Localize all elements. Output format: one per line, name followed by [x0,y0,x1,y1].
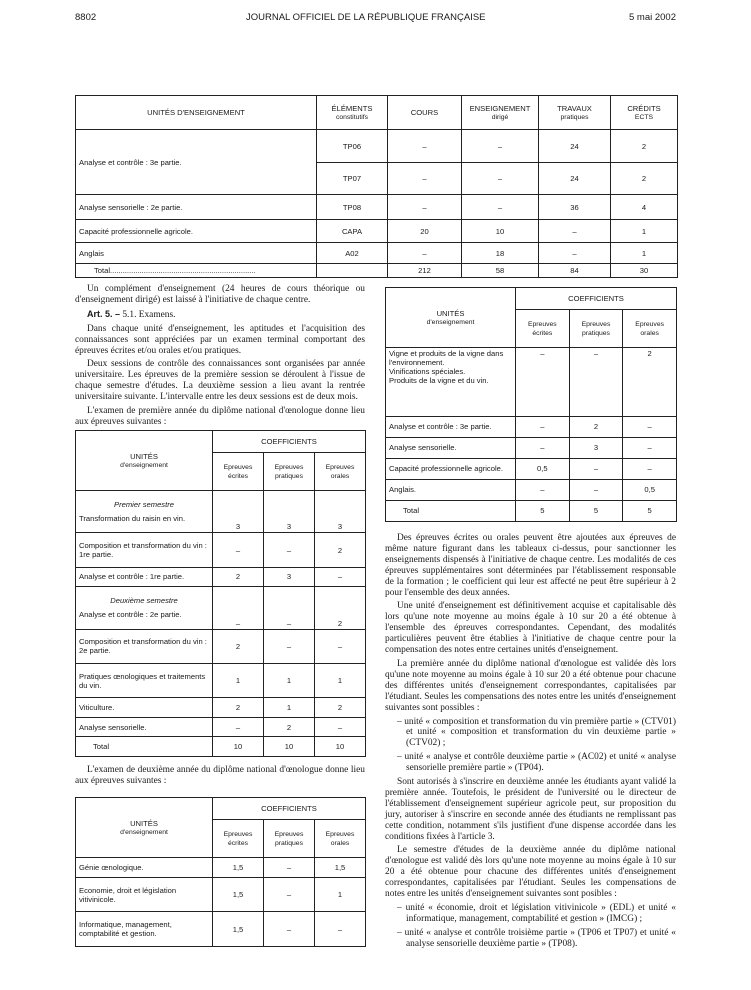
unit-label: Génie œnologique. [79,862,144,872]
table-row [76,130,678,163]
column-header [76,96,317,130]
unit-label: Analyse et contrôle : 3e partie. [389,422,492,432]
cours-cell: – [388,243,462,264]
table-row [76,663,366,697]
header-sublabel: pratiques [582,329,610,337]
coefficient-cell: 3 [569,437,623,458]
coefficient-cell: 2 [213,629,264,663]
unit-label: Analyse sensorielle. [79,722,147,732]
column-header [213,453,264,491]
header-label: TRAVAUX [557,103,592,113]
unit-header [76,431,213,491]
unit-label: Vinifications spéciales. [389,367,466,376]
column-header [213,820,264,858]
table-row [76,491,366,533]
table-row [76,587,366,629]
ed-cell: 10 [462,220,539,243]
unit-label: Vigne et produits de la vigne dans l'environnement. [389,349,504,367]
coefficient-cell: 3 [213,491,264,533]
table-row [76,195,678,220]
coefficient-cell: 1,5 [213,858,264,878]
header-label: CRÉDITS [627,103,661,113]
unit-label: Analyse et contrôle : 1re partie. [79,572,185,582]
coefficient-cell: – [315,717,366,737]
coefficient-cell: – [315,629,366,663]
semester-label: Premier semestre [114,500,174,510]
coefficient-cell: – [315,567,366,587]
ed-cell: – [462,163,539,195]
unit-cell: Total..................................................................... [76,264,317,278]
column-header [516,310,570,348]
coefficient-cell: 0,5 [516,458,570,479]
unit-cell: Analyse sensorielle : 2e partie. [76,195,317,220]
header-label: Epreuves [527,320,557,328]
column-header [264,453,315,491]
element-cell: CAPA [317,220,388,243]
ed-cell: 18 [462,243,539,264]
coefficients-header: COEFFICIENTS [213,431,366,453]
ects-cell: 2 [611,163,678,195]
unit-cell [386,500,516,521]
unit-label: Anglais. [389,485,417,495]
paragraph: La première année du diplôme national d'œnologue est validée dès lors qu'une note moyenne au moins égale à 10 sur 20 a été obtenue pour chacune des différentes unités d'enseignement correspondantes, capitalisées par l'étudiant. Seules les compensations des notes entre les unités d'enseignement suivantes sont possibles : [385,658,676,713]
column-header [315,820,366,858]
header-label: Epreuves [581,320,611,328]
table-row [76,717,366,737]
column-header [317,96,388,130]
table-row [386,437,677,458]
header-label: Epreuves [325,830,355,838]
article-subtitle: 5.1. Examens. [122,309,176,320]
paragraph: Un complément d'enseignement (24 heures de cours théorique ou d'enseignement dirigé) est laissé à l'initiative de chaque centre. [75,284,365,305]
table-row [76,243,678,264]
coefficient-cell: – [569,348,623,417]
unit-cell [386,479,516,500]
element-cell [317,264,388,278]
header-label: UNITÉS [130,451,158,461]
coefficient-cell: – [623,437,677,458]
header-sublabel: ECTS [634,113,654,121]
coefficient-cell: – [516,479,570,500]
table-row [76,533,366,567]
header-label: Epreuves [223,830,253,838]
coefficient-cell: – [623,416,677,437]
header-sublabel: d'enseignement [120,461,168,469]
table-row [386,348,677,417]
header-sublabel: écrites [227,839,249,847]
unit-cell: Analyse et contrôle : 3e partie. [76,130,317,195]
coefficient-cell: 5 [516,500,570,521]
header-sublabel: écrites [227,472,249,480]
list-item: – unité « composition et transformation du vin première partie » (CTV01) et unité « composition et transformation du vin deuxième partie » (CTV02) ; [397,716,676,749]
page-number: 8802 [75,12,97,23]
header-sublabel: d'enseignement [426,318,475,326]
unit-label: Total [403,506,420,516]
column-header [623,310,677,348]
header-row [76,431,366,453]
coefficient-cell: 2 [213,698,264,718]
unit-label: Viticulture. [79,703,115,712]
coefficient-cell: 5 [623,500,677,521]
table-row [76,629,366,663]
paragraph: Des épreuves écrites ou orales peuvent être ajoutées aux épreuves de même nature figurant dans les tableaux ci-dessus, pour sanctionner les enseignements dispensés à l'initiative de chaque centre. Les modalités de ces épreuves supplémentaires sont déterminées par l'établissement responsable de la formation ; le coefficient qui leur est affecté ne peut être supérieur à 2 pour l'ensemble des deux années. [385,533,676,598]
article-label: Art. 5. – [87,308,121,319]
coefficient-cell: – [264,629,315,663]
journal-title: JOURNAL OFFICIEL DE LA RÉPUBLIQUE FRANÇAISE [246,12,486,23]
table-row [76,567,366,587]
coefficient-cell: – [516,416,570,437]
unit-cell [76,717,213,737]
tp-cell: 36 [539,195,611,220]
unit-label: Produits de la vigne et du vin. [389,376,489,385]
header-sublabel: d'enseignement [120,828,168,836]
table-row [76,912,366,947]
coefficient-cell: – [264,912,315,947]
header-sublabel: orales [330,839,350,847]
coefficient-cell: – [623,458,677,479]
tp-cell: 24 [539,130,611,163]
unit-cell [76,912,213,947]
ed-cell: – [462,130,539,163]
coefficient-cell: – [213,533,264,567]
unit-cell [386,348,516,417]
coefficient-cell: 1 [315,877,366,912]
tp-cell: 84 [539,264,611,278]
unit-label: Total [93,742,110,752]
header-label: Epreuves [223,463,253,471]
column-header [264,820,315,858]
cours-cell: 20 [388,220,462,243]
article-heading [75,309,365,321]
header-label: Epreuves [274,830,304,838]
left-text-1 [75,284,365,431]
ects-cell: 1 [611,243,678,264]
unit-cell [76,698,213,718]
coefficient-cell: 2 [264,717,315,737]
coefficient-cell: – [213,587,264,629]
column-header [611,96,678,130]
ects-cell: 2 [611,130,678,163]
paragraph: Une unité d'enseignement est définitivement acquise et capitalisable dès lors qu'une note moyenne au moins égale à 10 sur 20 a été obtenue à l'ensemble des épreuves correspondantes. Cependant, des modalités particulières peuvent être établies à l'initiative de chaque centre pour la compensation des notes entre certaines unités d'enseignement. [385,601,676,656]
coefficients-header: COEFFICIENTS [213,798,366,820]
paragraph: L'examen de deuxième année du diplôme national d'œnologue donne lieu aux épreuves suivantes : [75,765,365,786]
header-label: COURS [410,108,439,117]
unit-label: Informatique, management, comptabilité et gestion. [79,920,172,939]
header-sublabel: pratiques [560,113,589,121]
unit-header [386,288,516,348]
cours-cell: – [388,130,462,163]
paragraph: Dans chaque unité d'enseignement, les aptitudes et l'acquisition des connaissances sont appréciées par un examen terminal comportant des épreuves écrites et/ou orales et/ou pratiques. [75,323,365,356]
table-row [386,458,677,479]
unit-cell [76,567,213,587]
header-row [76,798,366,820]
header-label: UNITÉS [436,308,465,318]
table-row [76,698,366,718]
header-sublabel: pratiques [275,472,303,480]
issue-date: 5 mai 2002 [628,12,676,23]
ects-cell: 4 [611,195,678,220]
header-label: UNITÉS D'ENSEIGNEMENT [147,108,245,117]
coefficient-cell: 1 [213,663,264,697]
column-header [569,310,623,348]
table-row [76,877,366,912]
coefficient-cell: – [264,587,315,629]
year2-coefficients-table-continued [385,287,677,522]
coefficient-cell: – [264,533,315,567]
coefficient-cell: 3 [264,567,315,587]
element-cell: A02 [317,243,388,264]
header-sublabel: constitutifs [335,113,369,121]
column-header [539,96,611,130]
header-label: Epreuves [635,320,665,328]
year1-coefficients-table [75,430,366,757]
unit-label: Transformation du raisin en vin. [79,514,186,524]
list-item: – unité « analyse et contrôle troisième partie » (TP06 et TP07) et unité « analyse sensorielle deuxième partie » (TP08). [397,927,676,949]
table-row [76,737,366,757]
header-sublabel: orales [330,472,350,480]
unit-cell [76,491,213,533]
coefficient-cell: – [569,458,623,479]
paragraph: Le semestre d'études de la deuxième année du diplôme national d'œnologue est validé dès lors qu'une note moyenne au moins égale à 10 sur 20 a été obtenue pour chacune des différentes unités d'enseignement correspondantes, capitalisées par l'étudiant. Seules les compensations de notes entre les unités d'enseignement suivantes sont posibles : [385,845,676,900]
coefficient-cell: – [569,479,623,500]
year2-coefficients-table [75,797,366,947]
coefficients-header: COEFFICIENTS [516,288,677,310]
paragraph: Deux sessions de contrôle des connaissances sont organisées par année universitaire. Les épreuves de la première session se déroulent à l'issue de chaque semestre d'études. La deuxième session a lieu avant la rentrée universitaire suivante. L'intervalle entre les deux sessions est de deux mois. [75,359,365,403]
coefficient-cell: 0,5 [623,479,677,500]
unit-cell [76,858,213,878]
unit-label: Composition et transformation du vin : 1re partie. [79,541,207,560]
column-header [315,453,366,491]
coefficient-cell: – [315,912,366,947]
element-cell: TP08 [317,195,388,220]
paragraph: L'examen de première année du diplôme national d'œnologue donne lieu aux épreuves suivantes : [75,406,365,427]
table-row [386,416,677,437]
coefficient-cell: 3 [315,491,366,533]
coefficient-cell: 3 [264,491,315,533]
ed-cell: 58 [462,264,539,278]
coefficient-cell: – [516,348,570,417]
coefficient-cell: 10 [213,737,264,757]
header-row [386,288,677,310]
coefficient-cell: 1,5 [213,912,264,947]
unit-label: Analyse sensorielle. [389,443,457,453]
ects-table [75,95,678,278]
coefficient-cell: – [516,437,570,458]
tp-cell: – [539,220,611,243]
unit-cell [76,663,213,697]
unit-cell [386,416,516,437]
unit-cell: Anglais [76,243,317,264]
unit-cell [76,737,213,757]
ects-cell: 30 [611,264,678,278]
right-text [385,533,676,953]
table-row [386,479,677,500]
unit-cell [386,458,516,479]
table-row [76,220,678,243]
list-item: – unité « analyse et contrôle deuxième partie » (AC02) et unité « analyse sensorielle première partie » (TP04). [397,752,676,774]
table-row [386,500,677,521]
unit-label: Composition et transformation du vin : 2e partie. [79,637,207,656]
coefficient-cell: 1 [264,663,315,697]
unit-label: Pratiques œnologiques et traitements du vin. [79,671,206,690]
table-row [76,858,366,878]
cours-cell: – [388,195,462,220]
header-sublabel: dirigé [491,113,509,121]
unit-cell: Capacité professionnelle agricole. [76,220,317,243]
unit-cell [76,629,213,663]
ed-cell: – [462,195,539,220]
unit-label: Analyse et contrôle : 2e partie. [79,610,182,620]
coefficient-cell: – [213,717,264,737]
tp-cell: 24 [539,163,611,195]
coefficient-cell: 2 [569,416,623,437]
header-label: Epreuves [325,463,355,471]
header-sublabel: écrites [532,329,553,337]
coefficient-cell: 10 [264,737,315,757]
header-label: Epreuves [274,463,304,471]
coefficient-cell: 1,5 [315,858,366,878]
cours-cell: – [388,163,462,195]
left-text-2 [75,765,365,790]
coefficient-cell: 5 [569,500,623,521]
header-label: ÉLÉMENTS [331,103,373,113]
header-sublabel: orales [640,329,659,337]
coefficient-cell: 1 [315,663,366,697]
header-label: UNITÉS [130,818,158,828]
header-sublabel: pratiques [275,839,303,847]
coefficient-cell: 2 [315,698,366,718]
unit-cell [76,877,213,912]
semester-label: Deuxième semestre [110,596,178,606]
paragraph: Sont autorisés à s'inscrire en deuxième année les étudiants ayant validé la première année. Toutefois, le président de l'université ou le directeur de l'établissement d'enseignement supérieur agricole peut, sur proposition du jury, autoriser à s'inscrire en seconde année des étudiants ne remplissant pas cette condition, notamment s'ils justifient d'une dispense accordée dans les conditions fixées à l'article 3. [385,777,676,842]
coefficient-cell: 2 [315,533,366,567]
coefficient-cell: 2 [623,348,677,417]
coefficient-cell: 1 [264,698,315,718]
element-cell: TP06 [317,130,388,163]
column-header [462,96,539,130]
ects-cell: 1 [611,220,678,243]
tp-cell: – [539,243,611,264]
cours-cell: 212 [388,264,462,278]
unit-cell [76,533,213,567]
unit-label: Economie, droit et législation vitivinicole. [79,885,177,904]
table-row [76,264,678,278]
coefficient-cell: 2 [213,567,264,587]
coefficient-cell: 2 [315,587,366,629]
coefficient-cell: 10 [315,737,366,757]
header-label: ENSEIGNEMENT [469,103,531,113]
unit-cell [76,587,213,629]
unit-label: Capacité professionnelle agricole. [389,464,503,474]
element-cell: TP07 [317,163,388,195]
unit-cell [386,437,516,458]
coefficient-cell: – [264,877,315,912]
list-item: – unité « économie, droit et législation vitivinicole » (EDL) et unité « informatique, management, comptabilité et gestion » (IMCG) ; [397,903,676,924]
coefficient-cell: 1,5 [213,877,264,912]
coefficient-cell: – [264,858,315,878]
column-header [388,96,462,130]
unit-header [76,798,213,858]
